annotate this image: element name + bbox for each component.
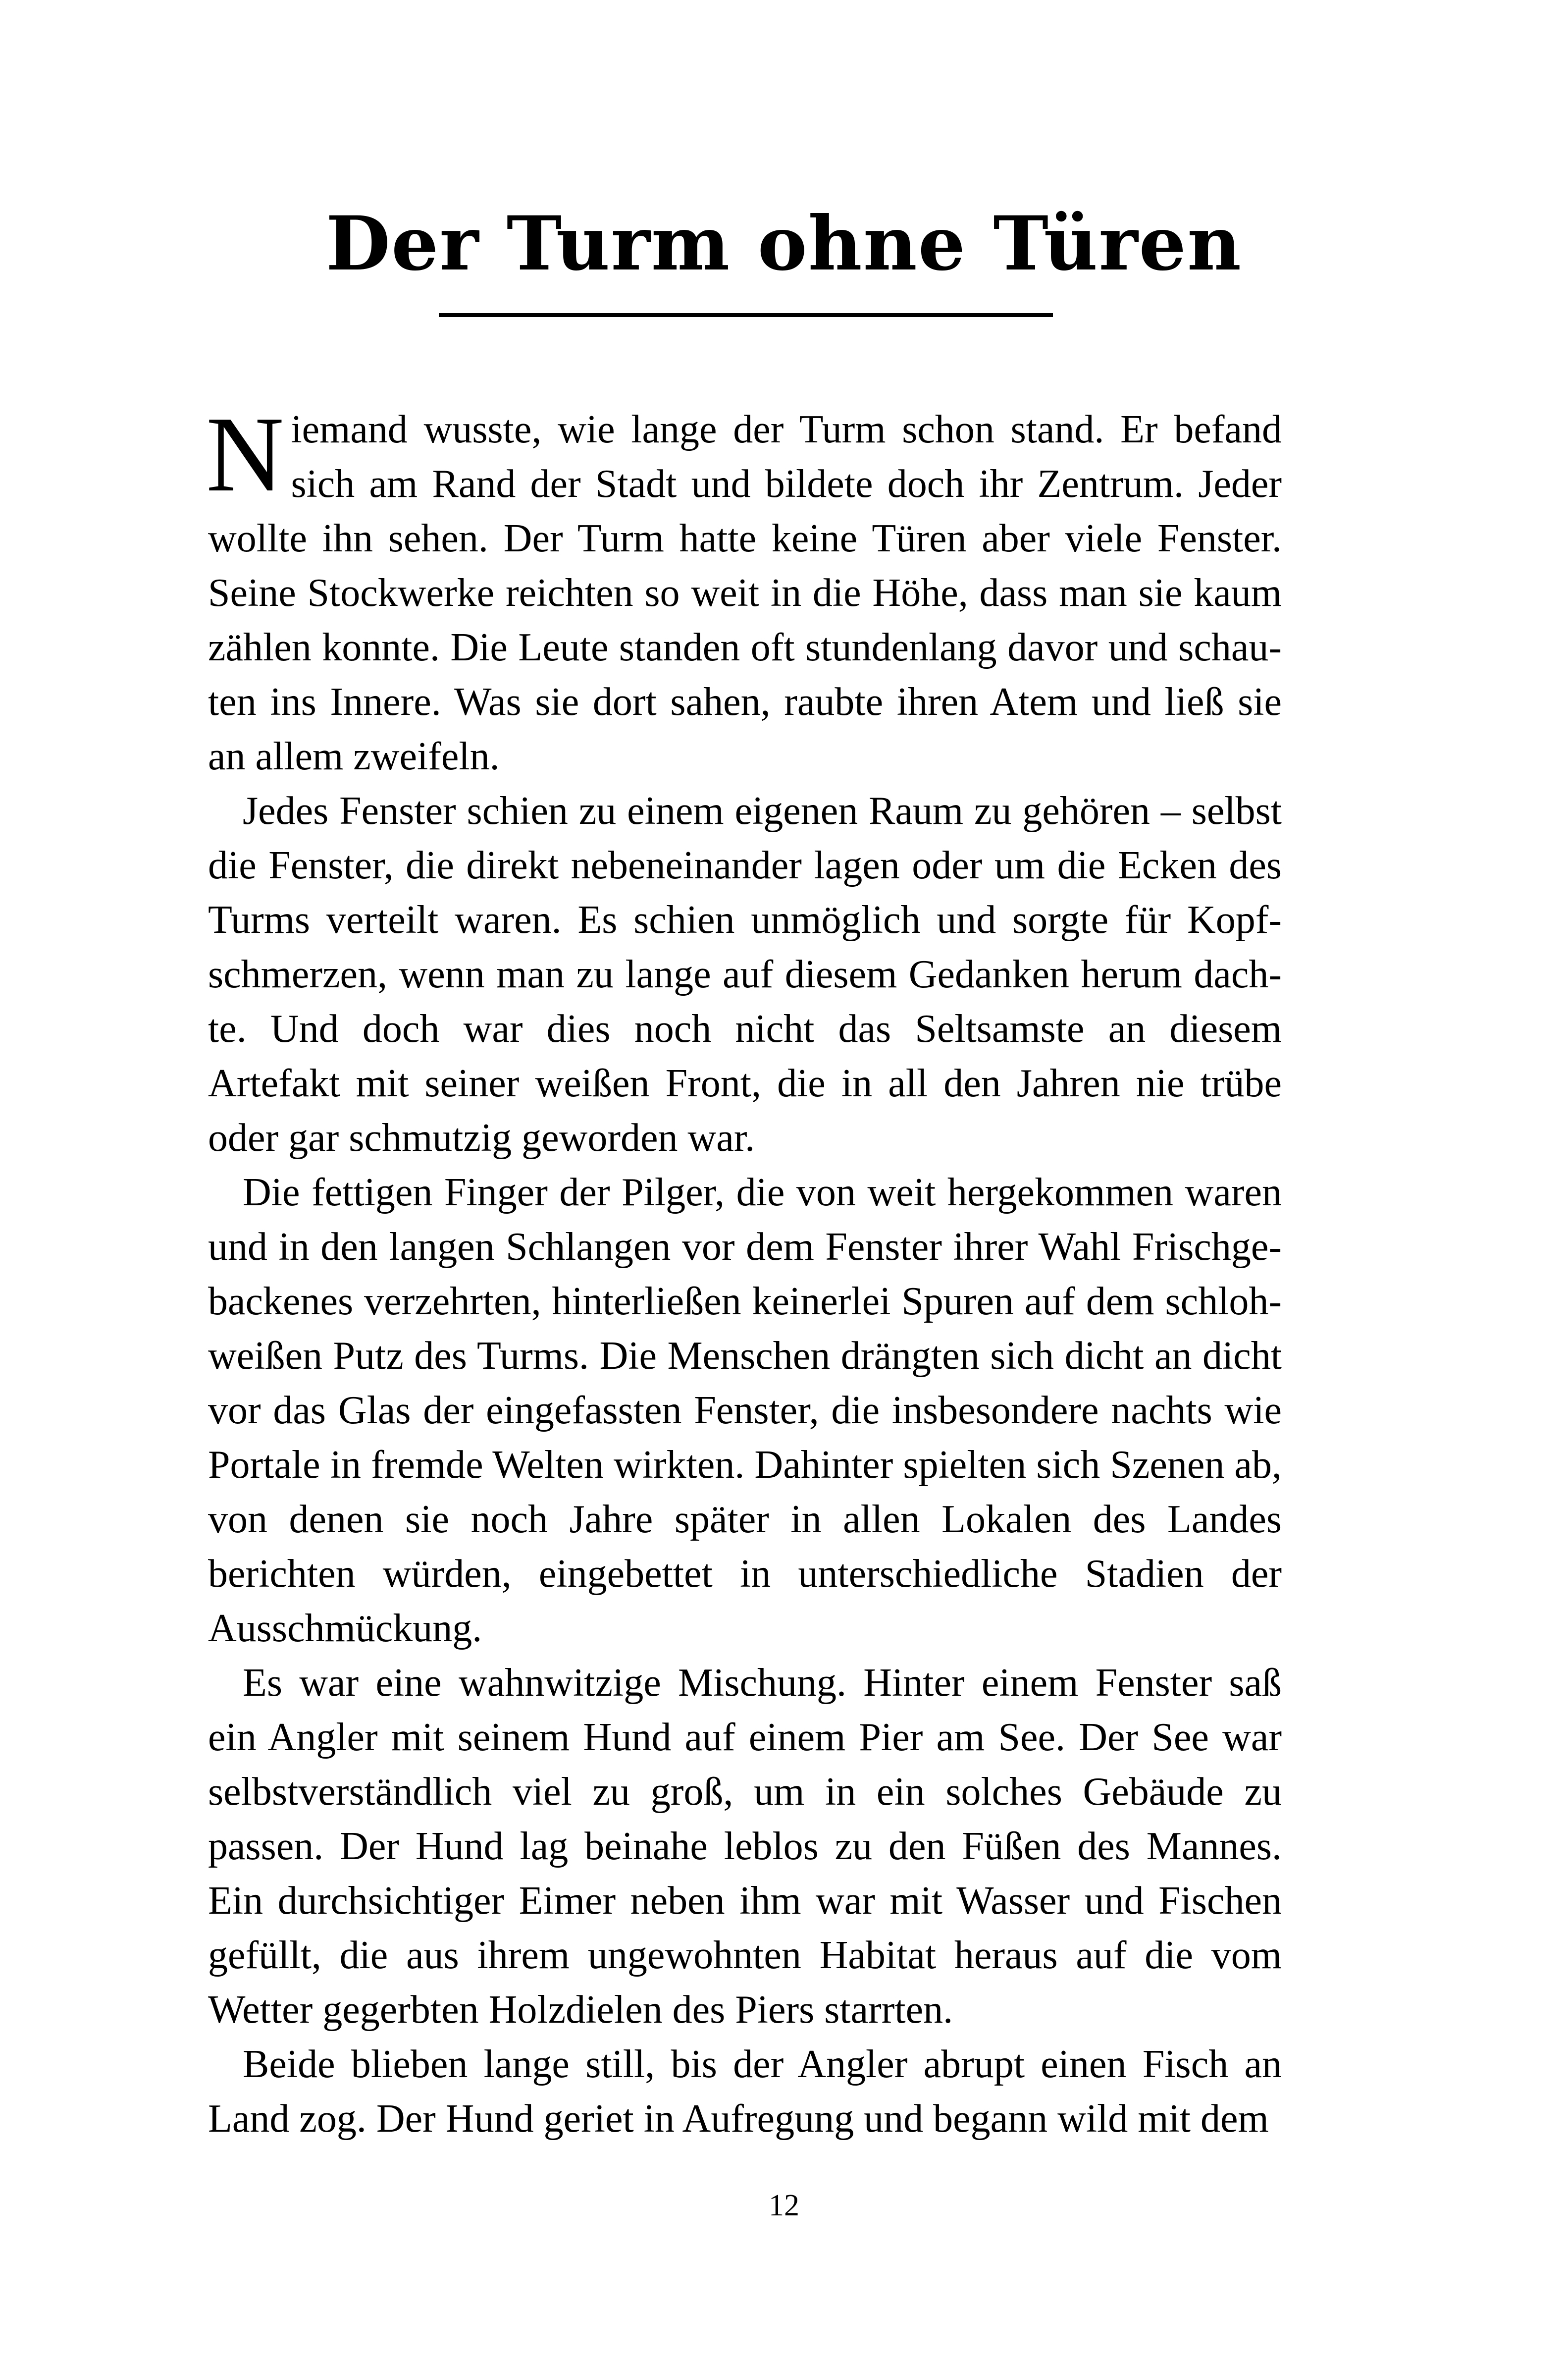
paragraph-4: Es war eine wahnwitzige Mischung. Hinter einem Fenster saß ein Angler mit seinem Hund auf einem Pier am See. Der See war selbstverständlich viel zu groß, um in ein solches Gebäude zu passen. Der Hund lag beinahe leblos zu den Füßen des Mannes. Ein durchsichtiger Eimer neben ihm war mit Wasser und Fischen gefüllt, die aus ihrem ungewohnten Habitat heraus auf die vom Wetter gegerbten Holzdielen des Piers starrten. [208,1661,1282,2032]
paragraph-1 [206,395,1282,784]
paragraph-5: Beide blieben lange still, bis der Angler abrupt einen Fisch an Land zog. Der Hund geriet in Aufregung und begann wild mit dem [208,2042,1282,2141]
paragraph-3: Die fettigen Finger der Pilger, die von weit hergekommen waren und in den langen Schlangen vor dem Fenster ihrer Wahl Frischgebackenes verzehrten, hinterließen keinerlei Spuren auf dem schlohweißen Putz des Turms. Die Menschen drängten sich dicht an dicht vor das Glas der eingefassten Fenster, die insbesondere nachts wie Portale in fremde Welten wirkten. Dahinter spielten sich Szenen ab, von denen sie noch Jahre später in allen Lokalen des Landes berichten würden, eingebettet in unterschiedliche Stadien der Ausschmückung. [208,1171,1282,1650]
paragraph-2: Jedes Fenster schien zu einem eigenen Raum zu gehören – selbst die Fenster, die direkt nebeneinander lagen oder um die Ecken des Turms verteilt waren. Es schien unmöglich und sorgte für Kopfschmerzen, wenn man zu lange auf diesem Gedanken herum dachte. Und doch war dies noch nicht das Seltsamste an diesem Artefakt mit seiner weißen Front, die in all den Jahren nie trübe oder gar schmutzig geworden war. [208,789,1282,1160]
page-number: 12 [769,2189,799,2222]
chapter-body [206,395,1282,2146]
chapter-title: Der Turm ohne Türen [325,200,1243,287]
title-underline-rule [439,313,1053,317]
drop-cap: N [206,395,284,514]
paragraph-1-text: iemand wusste, wie lange der Turm schon stand. Er befand sich am Rand der Stadt und bildete doch ihr Zentrum. Jeder wollte ihn sehen. Der Turm hatte keine Türen aber viele Fenster. Seine Stockwerke reichten so weit in die Höhe, dass man sie kaum zählen konnte. Die Leute standen oft stundenlang davor und schauten ins Innere. Was sie dort sahen, raubte ihren Atem und ließ sie an allem zweifeln. [208,408,1282,778]
